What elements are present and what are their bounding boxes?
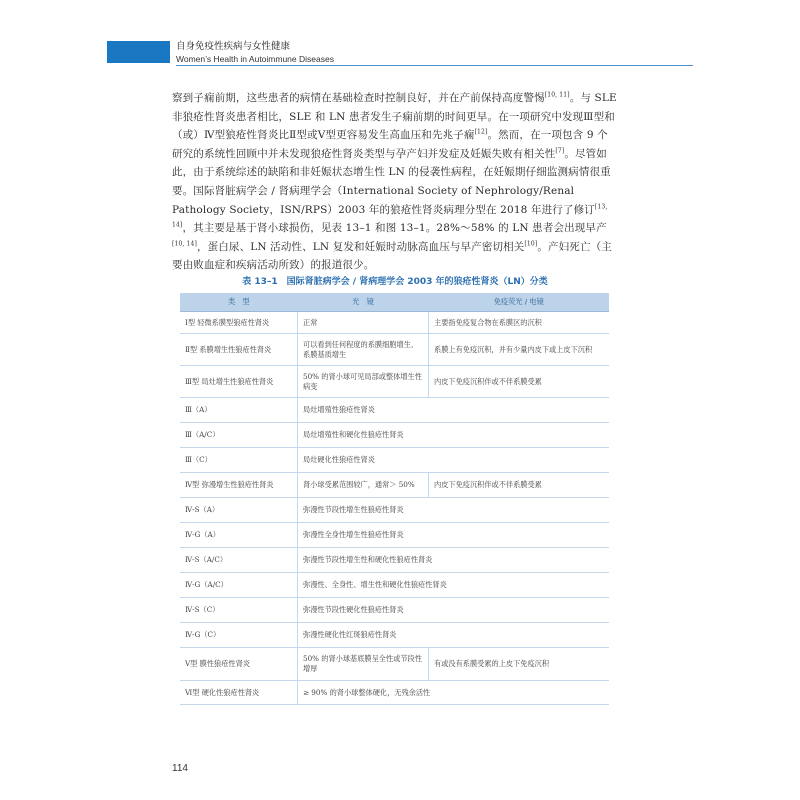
cell-description: ≥ 90% 的肾小球整体硬化，无残余活性 (298, 681, 610, 705)
cell-type: Ⅲ型 局灶增生性狼疮性肾炎 (180, 366, 298, 398)
header-rule (176, 65, 693, 66)
cell-description: 局灶硬化性狼疮性肾炎 (298, 448, 610, 473)
page-number: 114 (172, 763, 188, 774)
table-row (180, 423, 609, 448)
text-run: 察到子痫前期，这些患者的病情在基础检查时控制良好，并在产前保持高度警惕 (172, 92, 545, 104)
cell-description: 弥漫性节段性增生性和硬化性狼疮性肾炎 (298, 548, 610, 573)
cell-type: Ⅳ-S（A/C） (180, 548, 298, 573)
cell-description: 弥漫性节段性硬化性狼疮性肾炎 (298, 598, 610, 623)
table-row (180, 623, 609, 648)
cell-type: Ⅰ型 轻微系膜型狼疮性肾炎 (180, 312, 298, 334)
table-caption: 表 13–1 国际肾脏病学会 / 肾病理学会 2003 年的狼疮性肾炎（LN）分类 (242, 277, 548, 287)
table-row (180, 334, 609, 366)
citation: [10, 11] (544, 91, 570, 99)
citation: [12] (474, 128, 488, 136)
table-header-row (180, 293, 609, 312)
text-run: 。然而，在一项包含 9 个研究的系统性回顾中并未发现狼疮性肾炎类型与孕产妇并发症及妊娠失败有相关性 (172, 129, 608, 160)
cell-type: Ⅲ（A/C） (180, 423, 298, 448)
table-row (180, 473, 609, 498)
cell-if: 有或没有系膜受累的上皮下免疫沉积 (429, 648, 610, 681)
table-row (180, 548, 609, 573)
cell-type: Ⅲ（A） (180, 398, 298, 423)
text-run: 。尽管如此，由于系统综述的缺陷和非妊娠状态增生性 LN 的侵袭性病程，在妊娠期仔细监测病情很重要。国际肾脏病学会 / 肾病理学会（International Society of Nephrology/Renal Pathology Society，ISN/RPS）2003 年的狼疮性肾炎病理分型在 2018 年进行了修订 (172, 147, 611, 216)
cell-if: 内皮下免疫沉积伴或不伴系膜受累 (429, 473, 610, 498)
paragraph (172, 89, 618, 275)
cell-type: Ⅲ（C） (180, 448, 298, 473)
cell-if: 内皮下免疫沉积伴或不伴系膜受累 (429, 366, 610, 398)
citation: [10] (524, 240, 538, 248)
citation: [13, 14] (172, 203, 608, 229)
text-run: ，其主要是基于肾小球损伤，见表 13–1 和图 13–1。28%～58% 的 LN 患者会出现早产 (182, 222, 607, 235)
cell-type: Ⅱ型 系膜增生性狼疮性肾炎 (180, 334, 298, 366)
table-row (180, 312, 609, 334)
cell-light: 正常 (298, 312, 429, 334)
table-row (180, 648, 609, 681)
table-row (180, 366, 609, 398)
cell-type: Ⅵ型 硬化性狼疮性肾炎 (180, 681, 298, 705)
running-header (176, 41, 334, 65)
cell-light: 可以看到任何程度的系膜细胞增生、系膜基质增生 (298, 334, 429, 366)
cell-type: Ⅳ-G（A/C） (180, 573, 298, 598)
table-row (180, 398, 609, 423)
cell-type: Ⅳ型 弥漫增生性狼疮性肾炎 (180, 473, 298, 498)
table-row (180, 523, 609, 548)
header-title-en: Women’s Health in Autoimmune Diseases (176, 54, 334, 64)
cell-if: 系膜上有免疫沉积，并有少量内皮下或上皮下沉积 (429, 334, 610, 366)
text-run: 。与 SLE 非狼疮性肾炎患者相比，SLE 和 LN 患者发生子痫前期的时间更早。在一项研究中发现Ⅲ型和（或）Ⅳ型狼疮性肾炎比Ⅱ型或Ⅴ型更容易发生高血压和先兆子痫 (172, 92, 617, 142)
cell-light: 50% 的肾小球可见局部或整体增生性病变 (298, 366, 429, 398)
body-paragraph (172, 89, 618, 275)
cell-if: 主要指免疫复合物在系膜区的沉积 (429, 312, 610, 334)
cell-description: 弥漫性全身性增生性狼疮性肾炎 (298, 523, 610, 548)
cell-light: 肾小球受累范围较广，通常＞ 50% (298, 473, 429, 498)
cell-type: Ⅳ-S（C） (180, 598, 298, 623)
cell-description: 弥漫性硬化性红斑狼疮性肾炎 (298, 623, 610, 648)
header-title-cn: 自身免疫性疾病与女性健康 (176, 41, 291, 52)
header-type: 类 型 (180, 293, 298, 312)
cell-light: 50% 的肾小球基底膜呈全性或节段性增厚 (298, 648, 429, 681)
table-row (180, 573, 609, 598)
cell-type: Ⅳ-G（C） (180, 623, 298, 648)
table-row (180, 598, 609, 623)
cell-description: 局灶增殖性狼疮性肾炎 (298, 398, 610, 423)
text-run: ，蛋白尿、LN 活动性、LN 复发和妊娠时动脉高血压与早产密切相关 (196, 240, 525, 253)
table-row (180, 498, 609, 523)
cell-type: Ⅴ型 膜性狼疮性肾炎 (180, 648, 298, 681)
citation: [10, 14] (172, 240, 197, 248)
cell-description: 弥漫性节段性增生性狼疮性肾炎 (298, 498, 610, 523)
header-color-block (107, 41, 170, 63)
citation: [7] (555, 147, 565, 155)
cell-description: 弥漫性、全身性、增生性和硬化性狼疮性肾炎 (298, 573, 610, 598)
header-light-microscopy: 光 镜 (298, 293, 429, 312)
header-immunofluorescence: 免疫荧光 / 电镜 (429, 293, 610, 312)
table-row (180, 681, 609, 705)
cell-type: Ⅳ-S（A） (180, 498, 298, 523)
table-row (180, 448, 609, 473)
ln-classification-table (180, 293, 609, 705)
cell-type: Ⅳ-G（A） (180, 523, 298, 548)
cell-description: 局灶增殖性和硬化性狼疮性肾炎 (298, 423, 610, 448)
text-run: 。产妇死亡（主要由败血症和疾病活动所致）的报道很少。 (172, 240, 612, 272)
